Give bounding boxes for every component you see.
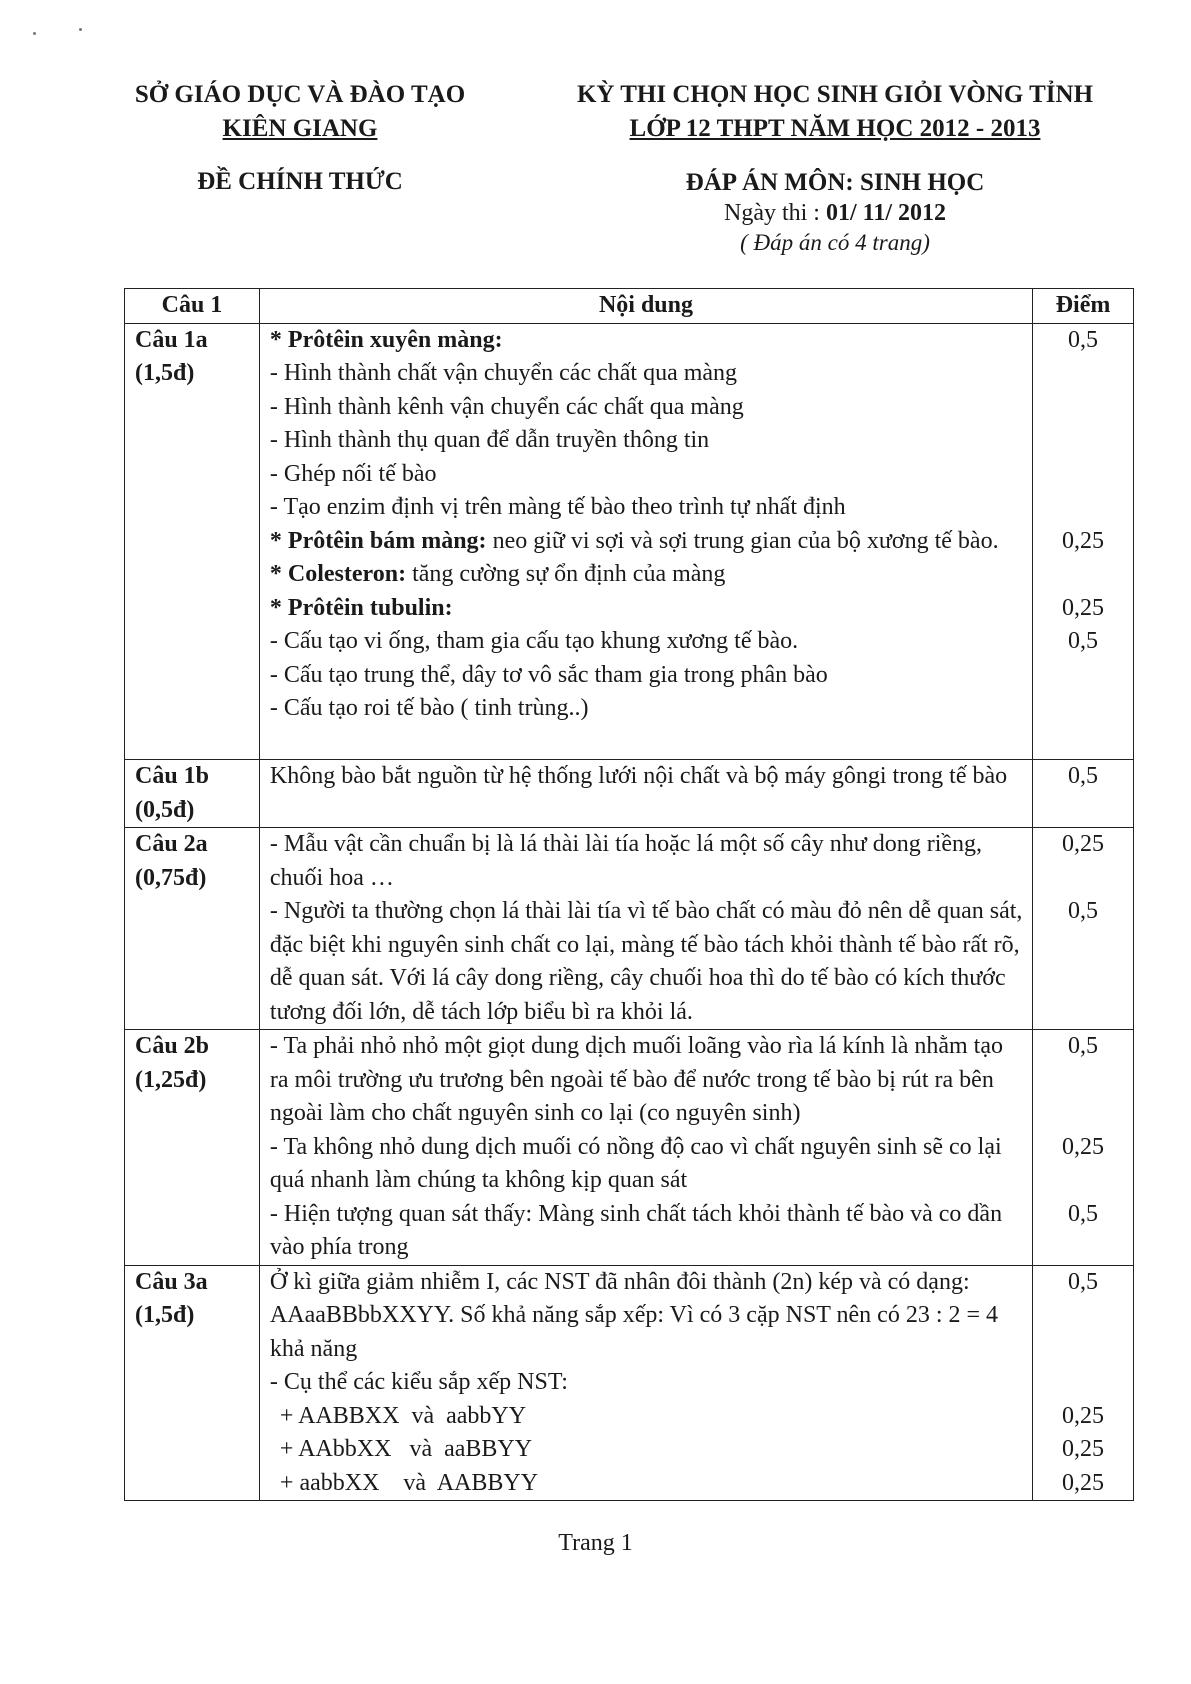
- point-value: [1037, 1164, 1129, 1198]
- exam-title: KỲ THI CHỌN HỌC SINH GIỎI VÒNG TỈNH: [576, 81, 1094, 108]
- answer-text: Không bào bắt nguồn từ hệ thống lưới nội chất và bộ máy gôngi trong tế bào: [269, 763, 1008, 789]
- answer-text: - Cấu tạo vi ống, tham gia cấu tạo khung xương tế bào.: [269, 628, 799, 654]
- point-value: 0,25: [1062, 831, 1105, 857]
- exam-date: [545, 198, 1125, 228]
- official-label: ĐỀ CHÍNH THỨC: [197, 168, 403, 195]
- point-value: [1037, 726, 1129, 760]
- table-row-q2b: [125, 1030, 1134, 1266]
- question-label: [125, 760, 260, 828]
- answer-text: - Ghép nối tế bào: [269, 460, 437, 487]
- point-value: [1037, 1299, 1129, 1333]
- answer-keyword: * Prôtêin tubulin:: [269, 594, 453, 621]
- answer-content: [259, 760, 1032, 828]
- point-value: 0,25: [1062, 1133, 1105, 1160]
- answer-points: [1033, 323, 1134, 760]
- table-row-q1b: [125, 760, 1134, 828]
- point-value: [1037, 1064, 1129, 1098]
- point-value: [1037, 1366, 1129, 1400]
- answer-keyword: * Colesteron:: [269, 561, 407, 587]
- point-value: 0,5: [1068, 898, 1099, 924]
- answer-content: [259, 1265, 1032, 1501]
- arrangement-1: + AABBXX và aabbYY: [279, 1402, 527, 1429]
- table-row-q2a: [125, 828, 1134, 1030]
- question-number: Câu 2b: [135, 1033, 210, 1059]
- date-label: Ngày thi :: [723, 200, 826, 226]
- answer-text: - Mẫu vật cần chuẩn bị là lá thài lài tía hoặc lá một số cây như dong riềng, chuối hoa …: [269, 831, 983, 891]
- question-weight: (0,75đ): [135, 864, 207, 891]
- arrangement-2: + AAbbXX và aaBBYY: [279, 1436, 533, 1462]
- subject-title: ĐÁP ÁN MÔN: SINH HỌC: [685, 169, 985, 196]
- answer-points: [1033, 1265, 1134, 1501]
- page-count-note: ( Đáp án có 4 trang): [740, 230, 930, 255]
- point-value: [1037, 391, 1129, 425]
- point-value: 0,5: [1068, 1268, 1099, 1295]
- department-name: SỞ GIÁO DỤC VÀ ĐÀO TẠO: [134, 81, 466, 108]
- department-header: [120, 78, 480, 146]
- point-value: 0,5: [1068, 763, 1099, 789]
- answer-text: - Tạo enzim định vị trên màng tế bào theo trình tự nhất định: [269, 494, 846, 520]
- answer-text: tăng cường sự ổn định của màng: [406, 561, 726, 587]
- answer-line: [270, 357, 1024, 391]
- answer-line: [270, 491, 1024, 525]
- header-points: Điểm: [1033, 289, 1134, 324]
- answer-content: [259, 828, 1032, 1030]
- answer-text: - Cụ thể các kiểu sắp xếp NST:: [269, 1369, 568, 1395]
- arrangement-3: + aabbXX và AABBYY: [279, 1469, 539, 1496]
- answer-keyword: * Prôtêin bám màng:: [269, 527, 487, 554]
- answer-points: [1033, 828, 1134, 1030]
- answer-line: [270, 525, 1024, 559]
- point-value: 0,5: [1068, 326, 1099, 353]
- answer-text: - Ta không nhỏ dung dịch muối có nồng độ cao vì chất nguyên sinh sẽ co lại quá nhanh làm chúng ta không kịp quan sát: [269, 1133, 1002, 1193]
- question-weight: (1,5đ): [135, 360, 195, 386]
- question-label: [125, 1030, 260, 1266]
- point-value: [1037, 692, 1129, 726]
- point-value: 0,25: [1062, 527, 1105, 554]
- point-value: [1037, 1333, 1129, 1367]
- question-label: [125, 323, 260, 760]
- answer-points: [1033, 760, 1134, 828]
- scan-speck: [33, 32, 36, 35]
- answer-content: [259, 323, 1032, 760]
- subject-block: [545, 168, 1125, 258]
- point-value: 0,25: [1062, 1402, 1105, 1429]
- answer-text: neo giữ vi sợi và sợi trung gian của bộ xương tế bào.: [486, 527, 999, 554]
- answer-line: [270, 424, 1024, 458]
- header-question: Câu 1: [125, 289, 260, 324]
- answer-line: [270, 625, 1024, 659]
- question-number: Câu 2a: [135, 831, 208, 857]
- exam-header: [545, 78, 1125, 146]
- question-label: [125, 1265, 260, 1501]
- point-value: 0,5: [1068, 1200, 1099, 1227]
- point-value: [1037, 862, 1129, 896]
- point-value: [1037, 659, 1129, 693]
- scan-speck: [79, 28, 82, 31]
- point-value: 0,25: [1062, 1469, 1105, 1496]
- point-value: [1037, 458, 1129, 492]
- answer-text: - Hình thành thụ quan để dẫn truyền thông tin: [269, 427, 710, 453]
- answer-text: - Người ta thường chọn lá thài lài tía vì tế bào chất có màu đỏ nên dễ quan sát, đặc biệt khi nguyên sinh chất co lại, màng tế bào tách khỏi thành tế bào rất rõ, dễ quan sát. Với lá cây dong riềng, cây chuối hoa thì do tế bào có kích thước tương đối lớn, dễ tách lớp biểu bì ra khỏi lá.: [269, 898, 1023, 1025]
- date-value: 01/ 11/ 2012: [825, 200, 946, 226]
- province-name: KIÊN GIANG: [222, 115, 378, 142]
- question-weight: (1,5đ): [135, 1302, 195, 1328]
- point-value: 0,25: [1062, 594, 1105, 621]
- answer-line: [270, 592, 1024, 626]
- point-value: 0,5: [1068, 1033, 1099, 1059]
- answer-line: [270, 391, 1024, 425]
- answer-points: [1033, 1030, 1134, 1266]
- answer-line: [270, 458, 1024, 492]
- question-number: Câu 3a: [135, 1268, 208, 1295]
- answer-keyword: * Prôtêin xuyên màng:: [269, 326, 503, 353]
- answer-text: Ở kì giữa giảm nhiễm I, các NST đã nhân đôi thành (2n) kép và có dạng: AAaaBBbbXXYY. Số khả năng sắp xếp: Vì có 3 cặp NST nên có 23 : 2 = 4 khả năng: [269, 1268, 999, 1362]
- answer-line: [270, 558, 1024, 592]
- header-content: Nội dung: [259, 289, 1032, 324]
- answer-line: [270, 692, 1024, 726]
- exam-subtitle: LỚP 12 THPT NĂM HỌC 2012 - 2013: [629, 115, 1041, 142]
- answer-content: [259, 1030, 1032, 1266]
- point-value: [1037, 357, 1129, 391]
- answer-table: [124, 288, 1134, 1501]
- point-value: [1037, 491, 1129, 525]
- answer-text: - Hình thành kênh vận chuyển các chất qua màng: [269, 393, 744, 420]
- answer-text: - Ta phải nhỏ nhỏ một giọt dung dịch muối loãng vào rìa lá kính là nhằm tạo ra môi trường ưu trương bên ngoài tế bào để nước trong tế bào bị rút ra bên ngoài làm cho chất nguyên sinh co lại (co nguyên sinh): [269, 1033, 1003, 1126]
- answer-text: - Hiện tượng quan sát thấy: Màng sinh chất tách khỏi thành tế bào và co dần vào phía trong: [269, 1200, 1003, 1260]
- question-label: [125, 828, 260, 1030]
- point-value: [1037, 558, 1129, 592]
- question-weight: (1,25đ): [135, 1066, 207, 1093]
- page-number: Trang 1: [558, 1530, 633, 1556]
- table-header-row: [125, 289, 1134, 324]
- question-weight: (0,5đ): [135, 796, 195, 823]
- answer-text: - Cấu tạo roi tế bào ( tinh trùng..): [269, 695, 589, 721]
- answer-line: [270, 659, 1024, 693]
- point-value: [1037, 424, 1129, 458]
- question-number: Câu 1b: [135, 763, 210, 789]
- point-value: 0,25: [1062, 1436, 1105, 1462]
- point-value: 0,5: [1068, 628, 1099, 654]
- answer-text: - Hình thành chất vận chuyển các chất qua màng: [269, 360, 738, 386]
- answer-text: - Cấu tạo trung thể, dây tơ vô sắc tham gia trong phân bào: [269, 661, 828, 688]
- table-row-q1a: [125, 323, 1134, 760]
- question-number: Câu 1a: [135, 326, 208, 353]
- point-value: [1037, 1097, 1129, 1131]
- table-row-q3a: [125, 1265, 1134, 1501]
- answer-line: [270, 324, 1024, 358]
